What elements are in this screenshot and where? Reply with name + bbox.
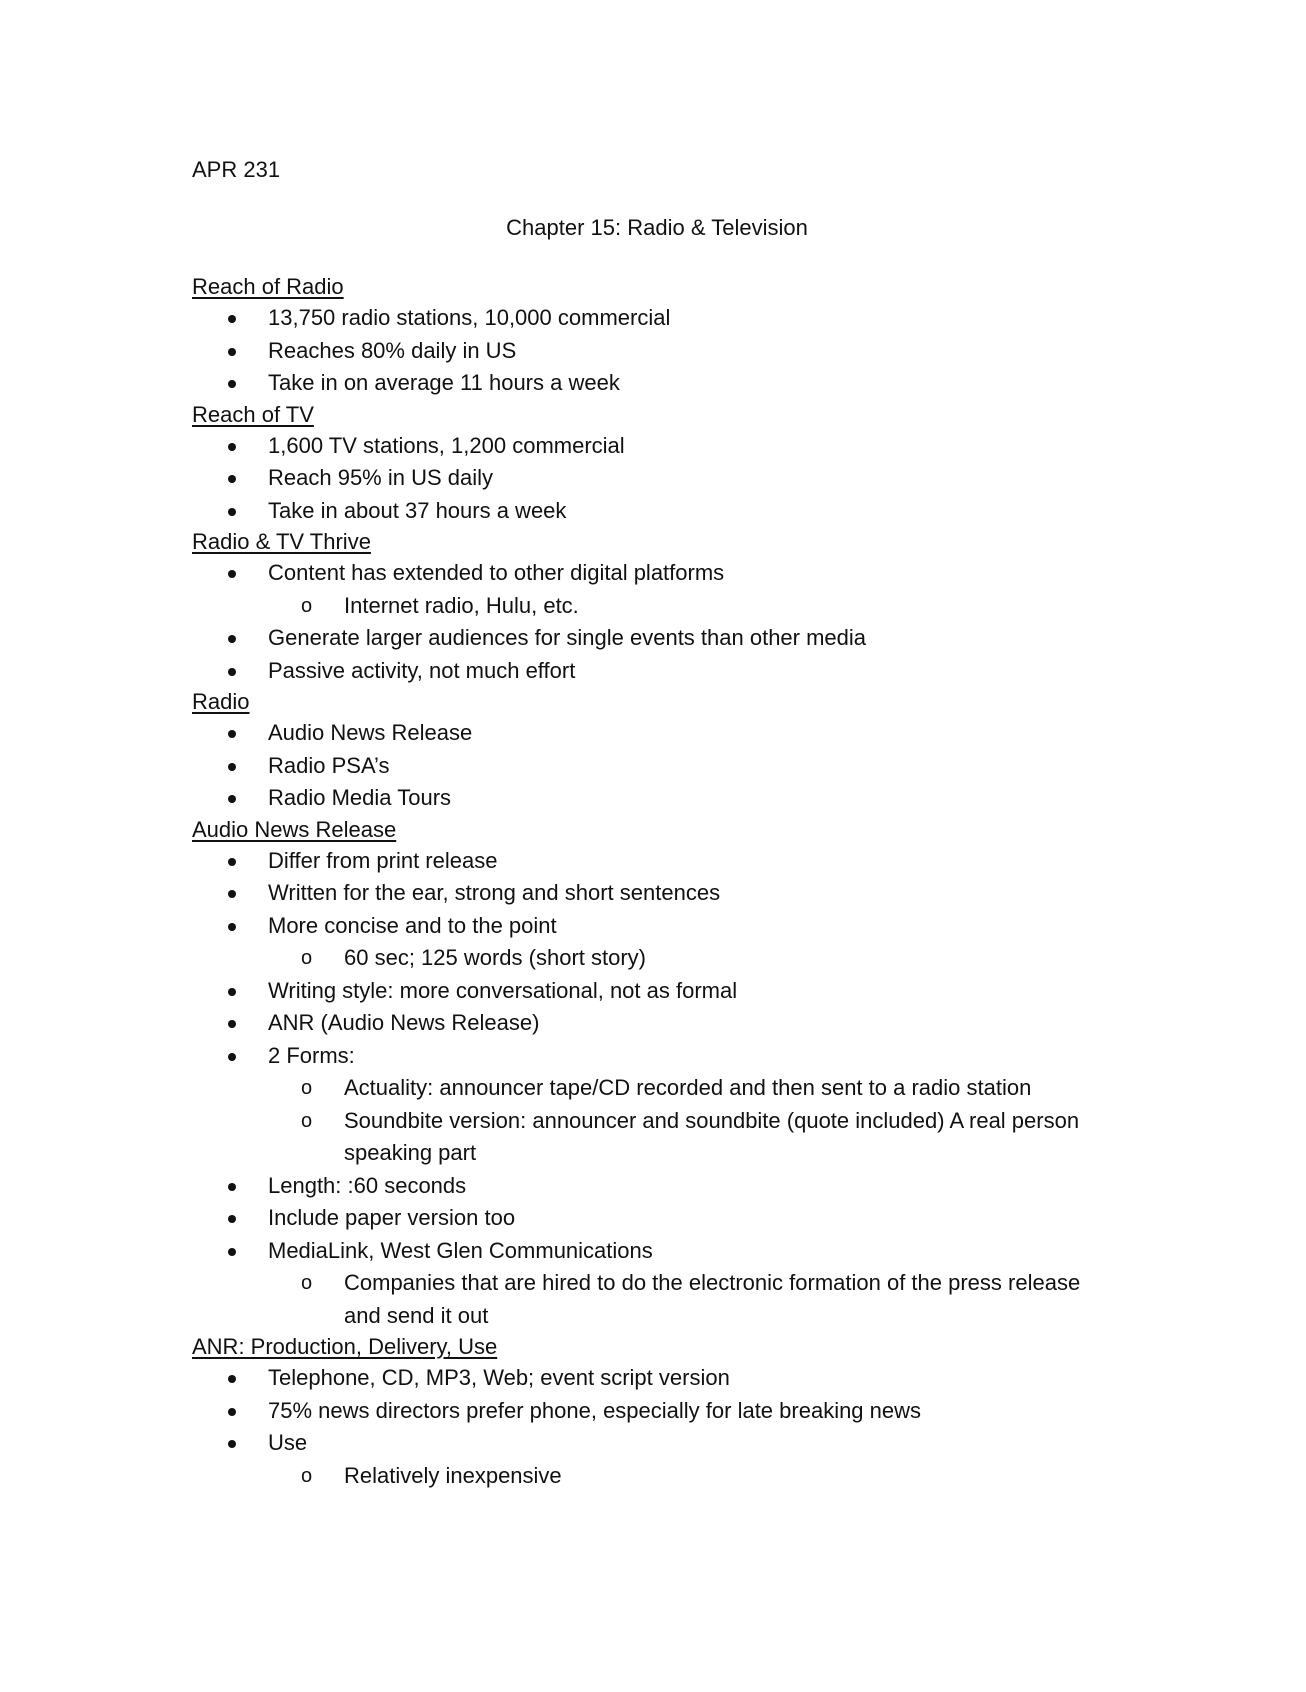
bullet-item	[192, 782, 1306, 815]
bullet-text: Content has extended to other digital platforms	[268, 560, 725, 585]
bullet-text: Generate larger audiences for single events than other media	[268, 625, 867, 650]
section-heading: Reach of Radio	[192, 274, 344, 299]
bullet-dot-icon	[228, 1183, 236, 1191]
bullet-dot-icon	[228, 315, 236, 323]
sub-bullet-item	[268, 1460, 1084, 1493]
sub-bullet-circle-icon: o	[301, 1109, 313, 1132]
bullet-text: 1,600 TV stations, 1,200 commercial	[268, 432, 625, 458]
bullet-dot-icon	[228, 1440, 236, 1448]
sub-bullet-item	[268, 942, 1084, 975]
sub-bullet-text: Internet radio, Hulu, etc.	[344, 592, 579, 618]
bullet-text: ANR (Audio News Release)	[268, 1010, 540, 1035]
bullet-dot-icon	[228, 763, 236, 771]
bullet-text: Differ from print release	[268, 847, 498, 873]
bullet-text: Written for the ear, strong and short sentences	[268, 880, 721, 905]
bullet-dot-icon	[228, 1053, 236, 1061]
sub-bullet-text: Companies that are hired to do the electronic formation of the press release and send it out	[344, 1270, 1081, 1328]
sub-bullet-circle-icon: o	[301, 1464, 313, 1487]
bullet-list	[192, 302, 1306, 400]
section-heading: ANR: Production, Delivery, Use	[192, 1334, 498, 1359]
section-reach-of-radio	[192, 272, 1306, 400]
bullet-item	[192, 430, 1306, 463]
section-radio	[192, 687, 1306, 815]
bullet-item	[192, 1362, 1306, 1395]
bullet-item	[192, 717, 1306, 750]
bullet-dot-icon	[228, 858, 236, 866]
bullet-text: 2 Forms:	[268, 1042, 355, 1068]
bullet-text: Reaches 80% daily in US	[268, 337, 517, 363]
bullet-item	[192, 750, 1306, 783]
bullet-dot-icon	[228, 1215, 236, 1223]
sub-bullet-item	[268, 1105, 1084, 1170]
sub-bullet-item	[268, 1072, 1084, 1105]
chapter-title: Chapter 15: Radio & Television	[506, 215, 808, 240]
bullet-dot-icon	[228, 348, 236, 356]
section-anr-production-delivery-use	[192, 1332, 1306, 1492]
bullet-dot-icon	[228, 795, 236, 803]
sub-bullet-circle-icon: o	[301, 947, 313, 969]
bullet-text: Writing style: more conversational, not as formal	[268, 977, 738, 1003]
bullet-item	[192, 557, 1306, 622]
bullet-dot-icon	[228, 475, 236, 483]
bullet-item	[192, 302, 1306, 335]
bullet-item	[192, 910, 1306, 975]
section-heading: Radio	[192, 689, 250, 714]
bullet-item	[192, 1040, 1306, 1170]
sub-bullet-text: Relatively inexpensive	[344, 1462, 562, 1488]
bullet-text: Audio News Release	[268, 720, 473, 745]
bullet-dot-icon	[228, 443, 236, 451]
course-code: APR 231	[192, 157, 281, 182]
sub-bullet-item	[268, 590, 1084, 623]
bullet-dot-icon	[228, 380, 236, 388]
bullet-text: 75% news directors prefer phone, especially for late breaking news	[268, 1397, 922, 1423]
bullet-item	[192, 1395, 1306, 1428]
bullet-text: MediaLink, West Glen Communications	[268, 1237, 653, 1263]
bullet-list	[192, 1362, 1306, 1492]
bullet-list	[192, 557, 1306, 687]
bullet-dot-icon	[228, 668, 236, 676]
sub-bullet-list	[268, 590, 1306, 623]
bullet-text: Passive activity, not much effort	[268, 657, 576, 683]
sub-bullet-text: Soundbite version: announcer and soundbite (quote included) A real person speaking part	[344, 1107, 1080, 1165]
bullet-item	[192, 877, 1306, 910]
sub-bullet-list	[268, 1267, 1306, 1332]
bullet-dot-icon	[228, 730, 236, 738]
bullet-dot-icon	[228, 508, 236, 516]
bullet-text: 13,750 radio stations, 10,000 commercial	[268, 305, 671, 330]
notes-body	[192, 272, 1306, 1492]
bullet-text: Telephone, CD, MP3, Web; event script version	[268, 1365, 730, 1390]
bullet-item	[192, 367, 1306, 400]
section-heading: Reach of TV	[192, 401, 314, 427]
bullet-item	[192, 335, 1306, 368]
sub-bullet-circle-icon: o	[301, 1077, 313, 1099]
sub-bullet-text: 60 sec; 125 words (short story)	[344, 945, 647, 970]
bullet-text: Reach 95% in US daily	[268, 465, 494, 490]
bullet-text: Use	[268, 1430, 308, 1455]
bullet-text: More concise and to the point	[268, 912, 557, 938]
bullet-text: Take in about 37 hours a week	[268, 497, 567, 523]
bullet-dot-icon	[228, 570, 236, 578]
bullet-text: Take in on average 11 hours a week	[268, 370, 620, 395]
bullet-list	[192, 430, 1306, 528]
bullet-list	[192, 717, 1306, 815]
bullet-text: Include paper version too	[268, 1205, 516, 1230]
bullet-item	[192, 1202, 1306, 1235]
bullet-dot-icon	[228, 923, 236, 931]
bullet-item	[192, 845, 1306, 878]
bullet-item	[192, 1170, 1306, 1203]
bullet-item	[192, 655, 1306, 688]
section-heading: Audio News Release	[192, 816, 397, 842]
bullet-item	[192, 462, 1306, 495]
bullet-text: Radio PSA’s	[268, 752, 390, 778]
bullet-text: Length: :60 seconds	[268, 1172, 467, 1198]
bullet-dot-icon	[228, 1248, 236, 1256]
bullet-item	[192, 975, 1306, 1008]
bullet-item	[192, 495, 1306, 528]
section-reach-of-tv	[192, 400, 1306, 528]
bullet-item	[192, 1007, 1306, 1040]
bullet-list	[192, 845, 1306, 1333]
bullet-item	[192, 1427, 1306, 1492]
sub-bullet-list	[268, 1460, 1306, 1493]
bullet-item	[192, 1235, 1306, 1333]
section-audio-news-release	[192, 815, 1306, 1333]
sub-bullet-circle-icon: o	[301, 1272, 313, 1294]
sub-bullet-text: Actuality: announcer tape/CD recorded and then sent to a radio station	[344, 1075, 1032, 1100]
bullet-dot-icon	[228, 1408, 236, 1416]
section-radio-tv-thrive	[192, 527, 1306, 687]
sub-bullet-list	[268, 1072, 1306, 1170]
sub-bullet-circle-icon: o	[301, 594, 313, 617]
bullet-dot-icon	[228, 890, 236, 898]
bullet-item	[192, 622, 1306, 655]
sub-bullet-item	[268, 1267, 1084, 1332]
sub-bullet-list	[268, 942, 1306, 975]
bullet-dot-icon	[228, 988, 236, 996]
bullet-dot-icon	[228, 1375, 236, 1383]
bullet-dot-icon	[228, 1020, 236, 1028]
bullet-text: Radio Media Tours	[268, 785, 452, 810]
bullet-dot-icon	[228, 635, 236, 643]
section-heading: Radio & TV Thrive	[192, 529, 371, 554]
